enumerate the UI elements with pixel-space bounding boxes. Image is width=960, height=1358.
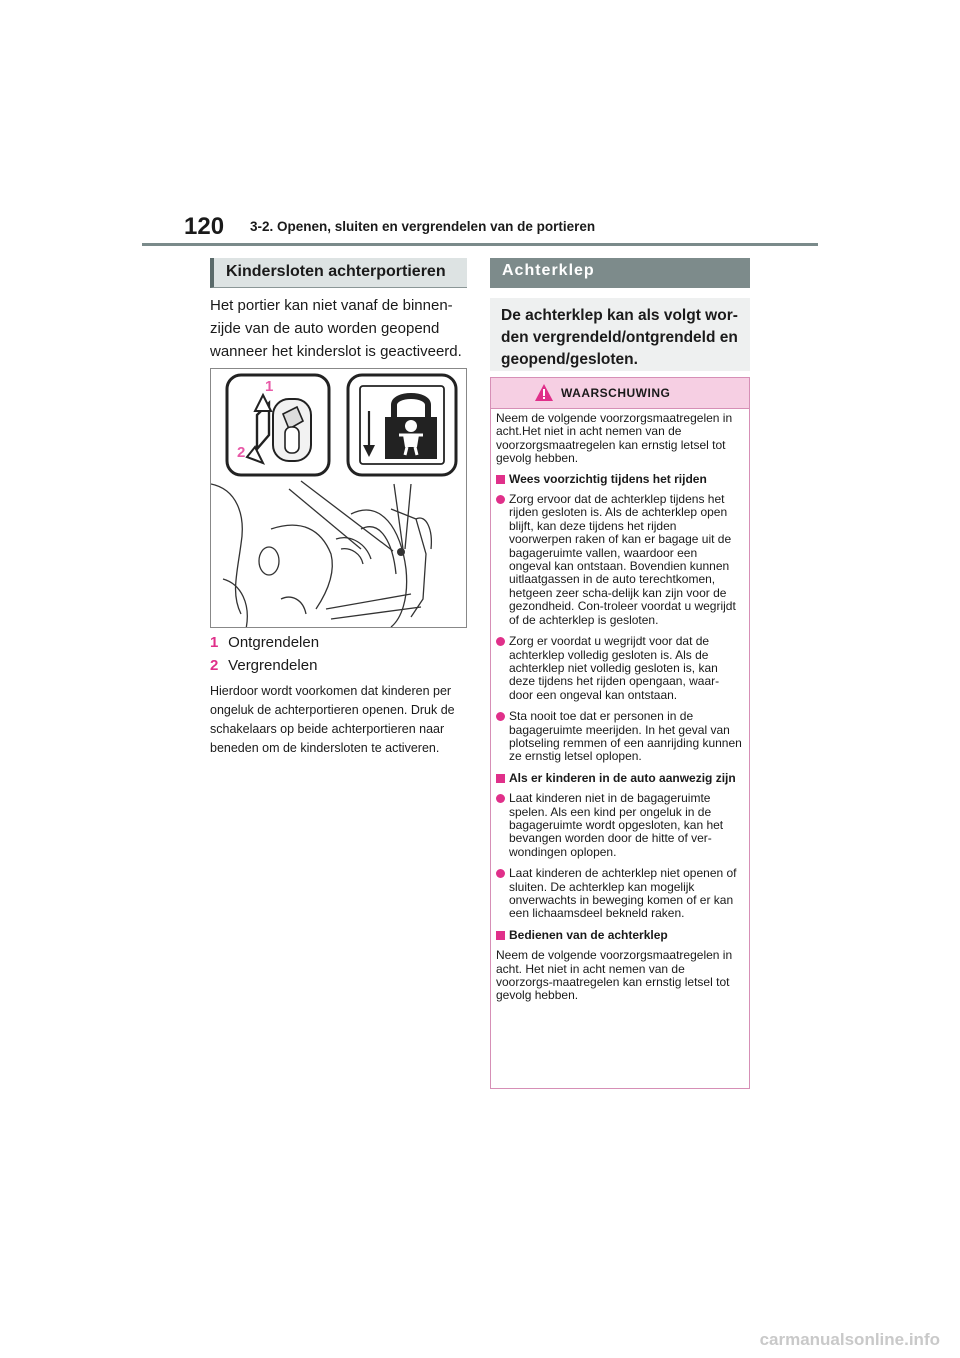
warning-bullet: Laat kinderen niet in de bagageruimte spelen. Als een kind per ongeluk in de bagageruimte wordt opgesloten, kan het bevangen worden door de hitte of ver-wondingen oplopen. — [496, 792, 742, 859]
subheading: De achterklep kan als volgt wor-den vergrendeld/ontgrendeld en geopend/gesloten. — [501, 307, 738, 368]
chapter-title: 3-2. Openen, sluiten en vergrendelen van de portieren — [250, 219, 596, 234]
warning-header — [491, 378, 749, 409]
warning-bullet: Zorg er voordat u wegrijdt voor dat de achterklep volledig gesloten is. Als de achterklep niet volledig gesloten is, kan deze tijdens het rijden opengaan, waar-door een ongeval kan ontstaan. — [496, 635, 742, 702]
child-lock-illustration — [210, 368, 467, 628]
legend-number: 1 — [210, 634, 219, 651]
warning-heading-driving: Wees voorzichtig tijdens het rijden — [496, 473, 742, 486]
watermark: carmanualsonline.info — [759, 1330, 940, 1349]
legend-label: Ontgrendelen — [228, 634, 320, 651]
warning-triangle-icon — [535, 384, 553, 401]
legend-item-unlock — [210, 634, 319, 651]
warning-outro: Neem de volgende voorzorgsmaatregelen in acht. Het niet in acht nemen van de voorzorgs-maatregelen kan ernstig letsel tot gevolg hebben. — [496, 948, 733, 1003]
figure-label-1: 1 — [265, 378, 274, 395]
warning-bullet: Sta nooit toe dat er personen in de bagageruimte meerijden. In het geval van plotseling remmen of een aanrijding kunnen ze ernstig letsel oplopen. — [496, 710, 742, 764]
note-paragraph: Hierdoor wordt voorkomen dat kinderen per ongeluk de achterportieren openen. Druk de schakelaars op beide achterportieren naar beneden om de kindersloten te activeren. — [210, 684, 455, 755]
legend-number: 2 — [210, 657, 219, 674]
legend-label: Vergrendelen — [228, 657, 318, 674]
intro-paragraph: Het portier kan niet vanaf de binnen-zijde van de auto worden geopend wanneer het kinderslot is geactiveerd. — [210, 297, 462, 360]
warning-bullet: Laat kinderen de achterklep niet openen of sluiten. De achterklep kan mogelijk onverwachts in beweging komen of er kan een lichaamsdeel bekneld raken. — [496, 867, 742, 921]
warning-heading-operating: Bedienen van de achterklep — [496, 929, 742, 942]
warning-intro: Neem de volgende voorzorgsmaatregelen in acht.Het niet in acht nemen van de voorzorgsmaatregelen kan ernstig letsel tot gevolg hebben. — [496, 411, 733, 466]
warning-body — [496, 412, 742, 1010]
warning-title: WAARSCHUWING — [561, 386, 671, 400]
figure-label-2: 2 — [237, 444, 246, 461]
section-title: Achterklep — [502, 262, 595, 279]
warning-heading-children: Als er kinderen in de auto aanwezig zijn — [496, 772, 742, 785]
section-header-achterklep — [490, 258, 750, 288]
subheading-box — [490, 298, 750, 371]
section-title: Kindersloten achterportieren — [226, 263, 446, 280]
warning-bullet: Zorg ervoor dat de achterklep tijdens het rijden gesloten is. Als de achterklep open blijft, kan deze tijdens het rijden voorwerpen raken of kan er bagage uit de bagageruimte vallen, waardoor een ongeval kan ontstaan. Bovendien kunnen uitlaatgassen in de auto terechtkomen, hetgeen zeer scha-delijk kan zijn voor de gezondheid. Con-troleer voordat u wegrijdt of de achterklep is gesloten. — [496, 493, 742, 627]
header-divider — [142, 243, 818, 246]
page-number: 120 — [184, 213, 225, 240]
child-lock-drawing — [211, 369, 467, 628]
section-header-kindersloten — [210, 258, 467, 288]
legend-item-lock — [210, 657, 317, 674]
